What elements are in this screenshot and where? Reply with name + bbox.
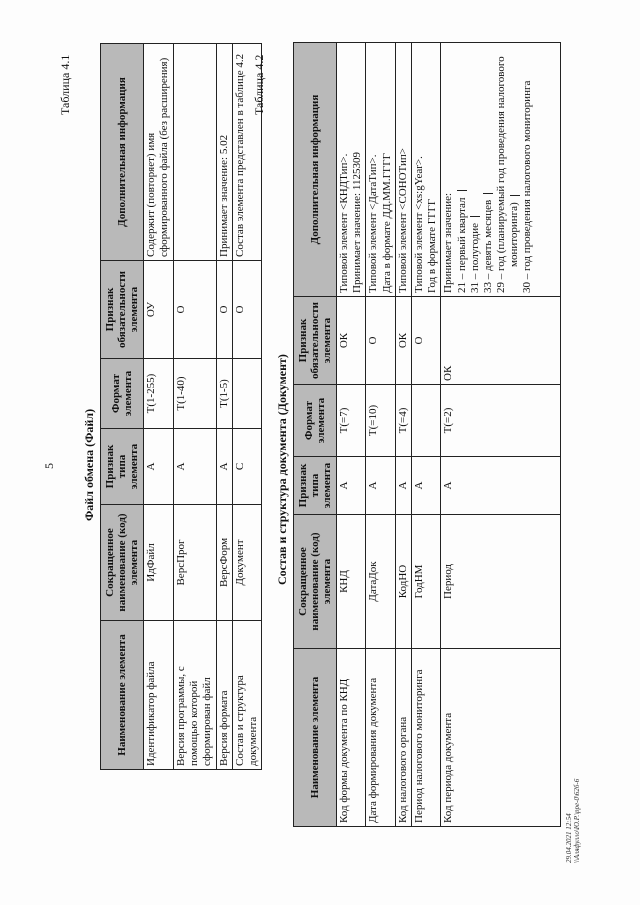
table-cell: T(1-40)	[174, 359, 217, 429]
table-cell: Версия формата	[216, 621, 232, 770]
print-stamp	[565, 779, 582, 863]
table-cell	[174, 44, 217, 261]
table2-header-cell: Сокращенное наименование (код) элемента	[294, 515, 337, 649]
table1-header-cell: Дополнительная информация	[101, 44, 144, 261]
table1-header-cell: Признак типа элемента	[101, 429, 144, 505]
table-cell: ИдФайл	[144, 505, 174, 621]
table-cell: Код периода документа	[441, 649, 561, 827]
table2	[293, 42, 561, 827]
table-row	[395, 43, 411, 827]
page-number: 5	[42, 463, 56, 469]
table1	[100, 43, 262, 770]
separator-mark	[470, 216, 480, 217]
table-cell: КНД	[337, 515, 366, 649]
table-cell: О	[366, 297, 395, 385]
table-cell: T(1-5)	[216, 359, 232, 429]
table-row	[441, 43, 561, 827]
value-line: 30 – год проведения налогового мониторинга	[521, 80, 534, 293]
table-cell: А	[411, 457, 440, 515]
table2-title: Состав и структура документа (Документ)	[275, 354, 289, 585]
table-cell: Код налогового органа	[395, 649, 411, 827]
table-row	[216, 44, 232, 770]
table1-header-row	[101, 44, 144, 770]
separator-mark	[483, 193, 493, 194]
print-timestamp: 29.04.2021 12:54	[565, 813, 573, 863]
table2-header-cell: Признак обязательности элемента	[294, 297, 337, 385]
table-cell: T(=2)	[441, 385, 561, 457]
table-cell: КодНО	[395, 515, 411, 649]
table1-header-cell: Наименование элемента	[101, 621, 144, 770]
table-cell: ДатаДок	[366, 515, 395, 649]
table-cell: А	[174, 429, 217, 505]
table2-number: Таблица 4.2	[252, 54, 266, 115]
info-line: Принимает значение: 1125309	[351, 152, 364, 293]
table-cell: А	[395, 457, 411, 515]
table-cell	[232, 359, 261, 429]
table-cell: ОК	[395, 297, 411, 385]
table-cell: А	[337, 457, 366, 515]
value-line: 21 – первый квартал	[456, 46, 469, 293]
table-cell: Период	[441, 515, 561, 649]
table-row	[232, 44, 261, 770]
value-line: 31 – полугодие	[469, 46, 482, 293]
value-line: 29 – год (планируемый год проведения налогового мониторинга)	[495, 56, 521, 293]
table-cell: Период налогового мониторинга	[411, 649, 440, 827]
info-line: Дата в формате ДД.ММ.ГГГГ	[380, 152, 393, 293]
table-cell: Принимает значение: 5.02	[216, 44, 232, 261]
table-cell: ОК	[441, 297, 561, 385]
table-row	[174, 44, 217, 770]
value-line: 33 – девять месяцев	[482, 46, 495, 293]
table1-number: Таблица 4.1	[58, 54, 72, 115]
table-cell: ОК	[337, 297, 366, 385]
info-line: Типовой элемент <ДатаТип>.	[367, 154, 380, 293]
table-cell: T(=7)	[337, 385, 366, 457]
table-cell: О	[174, 261, 217, 359]
table-cell: Версия программы, с помощью которой сформирован файл	[174, 621, 217, 770]
table-cell: Дата формирования документа	[366, 649, 395, 827]
table-cell: Содержит (повторяет) имя сформированного файла (без расширения)	[144, 44, 174, 261]
table-cell: ОУ	[144, 261, 174, 359]
table-cell: О	[411, 297, 440, 385]
table-cell: О	[216, 261, 232, 359]
table-row	[337, 43, 366, 827]
table-cell: ВерсПрог	[174, 505, 217, 621]
table-cell	[411, 385, 440, 457]
separator-mark	[510, 195, 520, 196]
table-cell: ГодНМ	[411, 515, 440, 649]
table-cell: Состав элемента представлен в таблице 4.2	[232, 44, 261, 261]
table1-header-cell: Признак обязательности элемента	[101, 261, 144, 359]
table-row	[411, 43, 440, 827]
table-cell: А	[366, 457, 395, 515]
table2-header-row	[294, 43, 337, 827]
info-line: Типовой элемент <КНДТип>.	[338, 153, 350, 293]
table2-header-cell: Признак типа элемента	[294, 457, 337, 515]
table-cell-info	[337, 43, 366, 297]
table-cell-info	[366, 43, 395, 297]
table-cell: О	[232, 261, 261, 359]
table-cell: T(1-255)	[144, 359, 174, 429]
info-line: Год в формате ГГГГ	[426, 198, 439, 293]
table-cell: А	[441, 457, 561, 515]
table-cell: А	[216, 429, 232, 505]
table1-header-cell: Сокращенное наименование (код) элемента	[101, 505, 144, 621]
print-path: \\Аляфулло\Ю.Р.\рре-0\62б-6	[573, 778, 582, 863]
table2-header-cell: Дополнительная информация	[294, 43, 337, 297]
table-cell: С	[232, 429, 261, 505]
table-cell: T(=4)	[395, 385, 411, 457]
table-cell: Документ	[232, 505, 261, 621]
table1-title: Файл обмена (Файл)	[82, 408, 96, 521]
info-line: Типовой элемент <xs:gYear>.	[412, 156, 425, 293]
table-cell: Состав и структура документа	[232, 621, 261, 770]
table1-header-cell: Формат элемента	[101, 359, 144, 429]
table-cell-info	[411, 43, 440, 297]
table-cell: Код формы документа по КНД	[337, 649, 366, 827]
separator-mark	[457, 190, 467, 191]
table-cell: ВерсФорм	[216, 505, 232, 621]
table-row	[366, 43, 395, 827]
info-line: Типовой элемент <СОНОТип>	[396, 148, 409, 293]
table-cell: Идентификатор файла	[144, 621, 174, 770]
table-cell: А	[144, 429, 174, 505]
table-cell-info	[441, 43, 561, 297]
table-cell: T(=10)	[366, 385, 395, 457]
table-row	[144, 44, 174, 770]
table2-header-cell: Формат элемента	[294, 385, 337, 457]
info-line: Принимает значение:	[442, 192, 455, 293]
table-cell-info	[395, 43, 411, 297]
table2-header-cell: Наименование элемента	[294, 649, 337, 827]
